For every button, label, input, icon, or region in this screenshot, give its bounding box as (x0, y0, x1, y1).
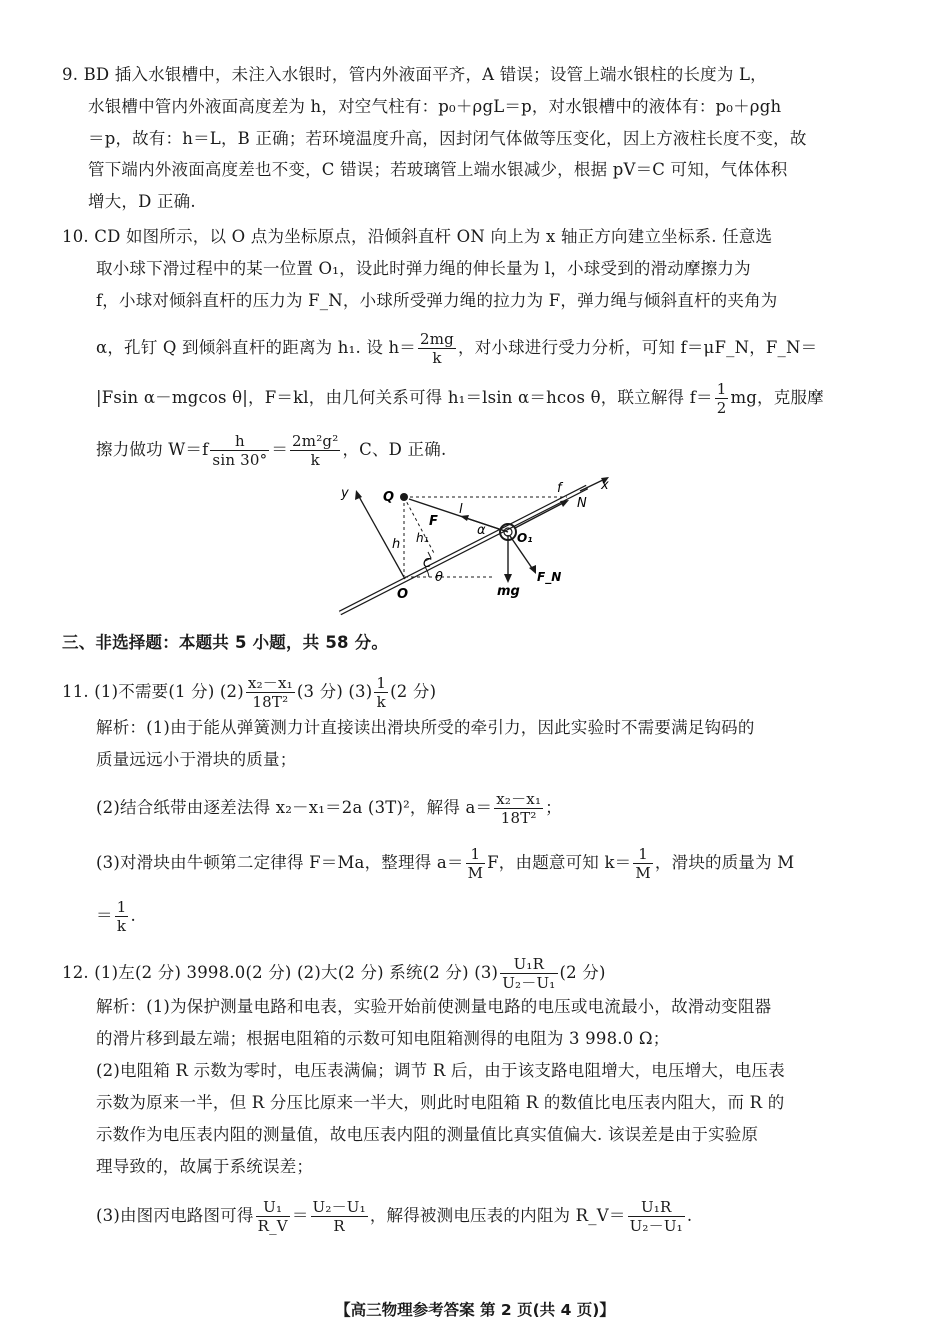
fraction: $\frac{1}{2}$ (716, 380, 727, 417)
force-diagram (325, 475, 625, 625)
section-3-heading: 三、非选择题：本题共 5 小题，共 58 分。 (62, 633, 389, 652)
q12-explain-7: (3)由图丙电路图可得 $\frac{\text{U₁}}{R\_V}$ ＝ $\frac{\text{U₂－U₁}}{R}$ ，解得被测电压表的内阻为 R_V＝ $\frac{\text{U₁R}}{\text{U₂－U₁}}$ . (96, 1198, 693, 1235)
fraction: $\frac{1}{k}$ (116, 898, 127, 935)
q12-explain-3: (2)电阻箱 R 示数为零时，电压表满偏；调节 R 后，由于该支路电阻增大，电压增大，电压表 (96, 1061, 785, 1080)
q11-explain-1: 解析：(1)由于能从弹簧测力计直接读出滑块所受的牵引力，因此实验时不需要满足钩码的 (96, 718, 755, 737)
q10-line-3: f，小球对倾斜直杆的压力为 F_N，小球所受弹力绳的拉力为 F，弹力绳与倾斜直杆的夹角为 (96, 291, 778, 310)
q10-line-4: α，孔钉 Q 到倾斜直杆的距离为 h₁. 设 h＝ $\frac{2mg}{k}$ ，对小球进行受力分析，可知 f＝μF_N，F_N＝ (96, 330, 818, 367)
label-force-f: F (429, 514, 438, 529)
q9-line-5: 增大，D 正确. (88, 192, 196, 211)
label-q: Q (383, 490, 395, 505)
page-footer: 【高三物理参考答案 第 2 页(共 4 页)】 (335, 1301, 615, 1319)
rod-inner (340, 487, 587, 613)
q9-line-2: 水银槽中管内外液面高度差为 h，对空气柱有：p₀＋ρgL＝p，对水银槽中的液体有：p₀＋ρgh (88, 97, 782, 116)
q10-line-5: |Fsin α－mgcos θ|，F＝kl，由几何关系可得 h₁＝lsin α＝hcos θ，联立解得 f＝ $\frac{1}{2}$ mg，克服摩 (96, 380, 824, 417)
q10-line-2: 取小球下滑过程中的某一位置 O₁，设此时弹力绳的伸长量为 l，小球受到的滑动摩擦力为 (96, 259, 751, 278)
q12-answer: 12. (1)左(2 分) 3998.0(2 分) (2)大(2 分) 系统(2 分) (3) $\frac{\text{U₁R}}{\text{U₂－U₁}}$ (2 分) (62, 955, 606, 992)
label-fn: F_N (537, 570, 562, 584)
q12-explain-1: 解析：(1)为保护测量电路和电表，实验开始前使测量电路的电压或电流最小，故滑动变阻器 (96, 997, 772, 1016)
fraction: $\frac{\text{U₁R}}{\text{U₂－U₁}}$ (629, 1198, 683, 1235)
q10-line-1: 10. CD 如图所示，以 O 点为坐标原点，沿倾斜直杆 ON 向上为 x 轴正方向建立坐标系. 任意选 (62, 227, 773, 246)
q9-line-4: 管下端内外液面高度差也不变，C 错误；若玻璃管上端水银减少，根据 pV＝C 可知，气体体积 (88, 160, 788, 179)
label-y: y (341, 486, 349, 501)
fraction: $\frac{h}{\sin 30^\circ}$ (212, 432, 268, 469)
label-n: N (577, 496, 587, 511)
label-alpha: α (477, 523, 486, 538)
q12-explain-5: 示数作为电压表内阻的测量值，故电压表内阻的测量值比真实值偏大. 该误差是由于实验原 (96, 1125, 759, 1144)
label-c: C (423, 556, 432, 570)
label-l: l (459, 502, 463, 517)
q11-explain-5: ＝ $\frac{1}{k}$ . (96, 898, 136, 935)
fraction: $\frac{\text{x₂－x₁}}{\text{18T²}}$ (247, 674, 293, 711)
fraction: $\frac{\text{U₂－U₁}}{R}$ (312, 1198, 366, 1235)
label-o1: O₁ (517, 531, 533, 545)
fraction: $\frac{1}{k}$ (376, 674, 387, 711)
fraction: $\frac{1}{M}$ (467, 845, 484, 882)
y-arrow-icon (355, 490, 362, 500)
q11-explain-2: 质量远远小于滑块的质量； (96, 750, 297, 769)
label-o: O (397, 587, 409, 602)
force-friction (515, 502, 565, 528)
fraction: $\frac{\text{2m²g²}}{k}$ (292, 432, 339, 469)
label-x: x (601, 478, 609, 493)
force-friction-arrow-icon (560, 500, 569, 507)
q10-line-6: 擦力做功 W＝f $\frac{h}{\sin 30^\circ}$ ＝ $\frac{\text{2m²g²}}{k}$ ，C、D 正确. (96, 432, 447, 469)
q12-explain-6: 理导致的，故属于系统误差； (96, 1157, 314, 1176)
q9-line-1: 9. BD 插入水银槽中，未注入水银时，管内外液面平齐，A 错误；设管上端水银柱的长度为 L， (62, 65, 767, 84)
q12-explain-2: 的滑片移到最左端；根据电阻箱的示数可知电阻箱测得的电阻为 3 998.0 Ω； (96, 1029, 670, 1048)
q12-explain-4: 示数为原来一半，但 R 分压比原来一半大，则此时电阻箱 R 的数值比电压表内阻大，而 R 的 (96, 1093, 785, 1112)
label-f: f (557, 481, 562, 496)
q11-answer: 11. (1)不需要(1 分) (2) $\frac{\text{x₂－x₁}}{\text{18T²}}$ (3 分) (3) $\frac{1}{k}$ (2 分) (62, 674, 437, 711)
fraction: $\frac{\text{U₁}}{R\_V}$ (257, 1198, 288, 1235)
fraction: $\frac{1}{M}$ (635, 845, 651, 882)
fraction: $\frac{\text{x₂－x₁}}{\text{18T²}}$ (496, 790, 542, 827)
force-mg-arrow-icon (504, 574, 512, 583)
label-mg: mg (497, 584, 520, 599)
label-theta: θ (435, 570, 443, 585)
q11-explain-3: (2)结合纸带由逐差法得 x₂－x₁＝2a (3T)²，解得 a＝ $\frac{\text{x₂－x₁}}{\text{18T²}}$ ； (96, 790, 562, 827)
fraction: $\frac{2mg}{k}$ (420, 330, 454, 367)
y-axis (357, 493, 405, 579)
fraction: $\frac{\text{U₁R}}{\text{U₂－U₁}}$ (502, 955, 556, 992)
label-h: h (392, 537, 401, 552)
q11-explain-4: (3)对滑块由牛顿第二定律得 F＝Ma，整理得 a＝ $\frac{1}{M}$ F，由题意可知 k＝ $\frac{1}{M}$ ，滑块的质量为 M (96, 845, 795, 882)
q9-line-3: ＝p，故有：h＝L，B 正确；若环境温度升高，因封闭气体做等压变化，因上方液柱长度不变，故 (88, 129, 807, 148)
label-h1: h₁ (416, 531, 429, 545)
